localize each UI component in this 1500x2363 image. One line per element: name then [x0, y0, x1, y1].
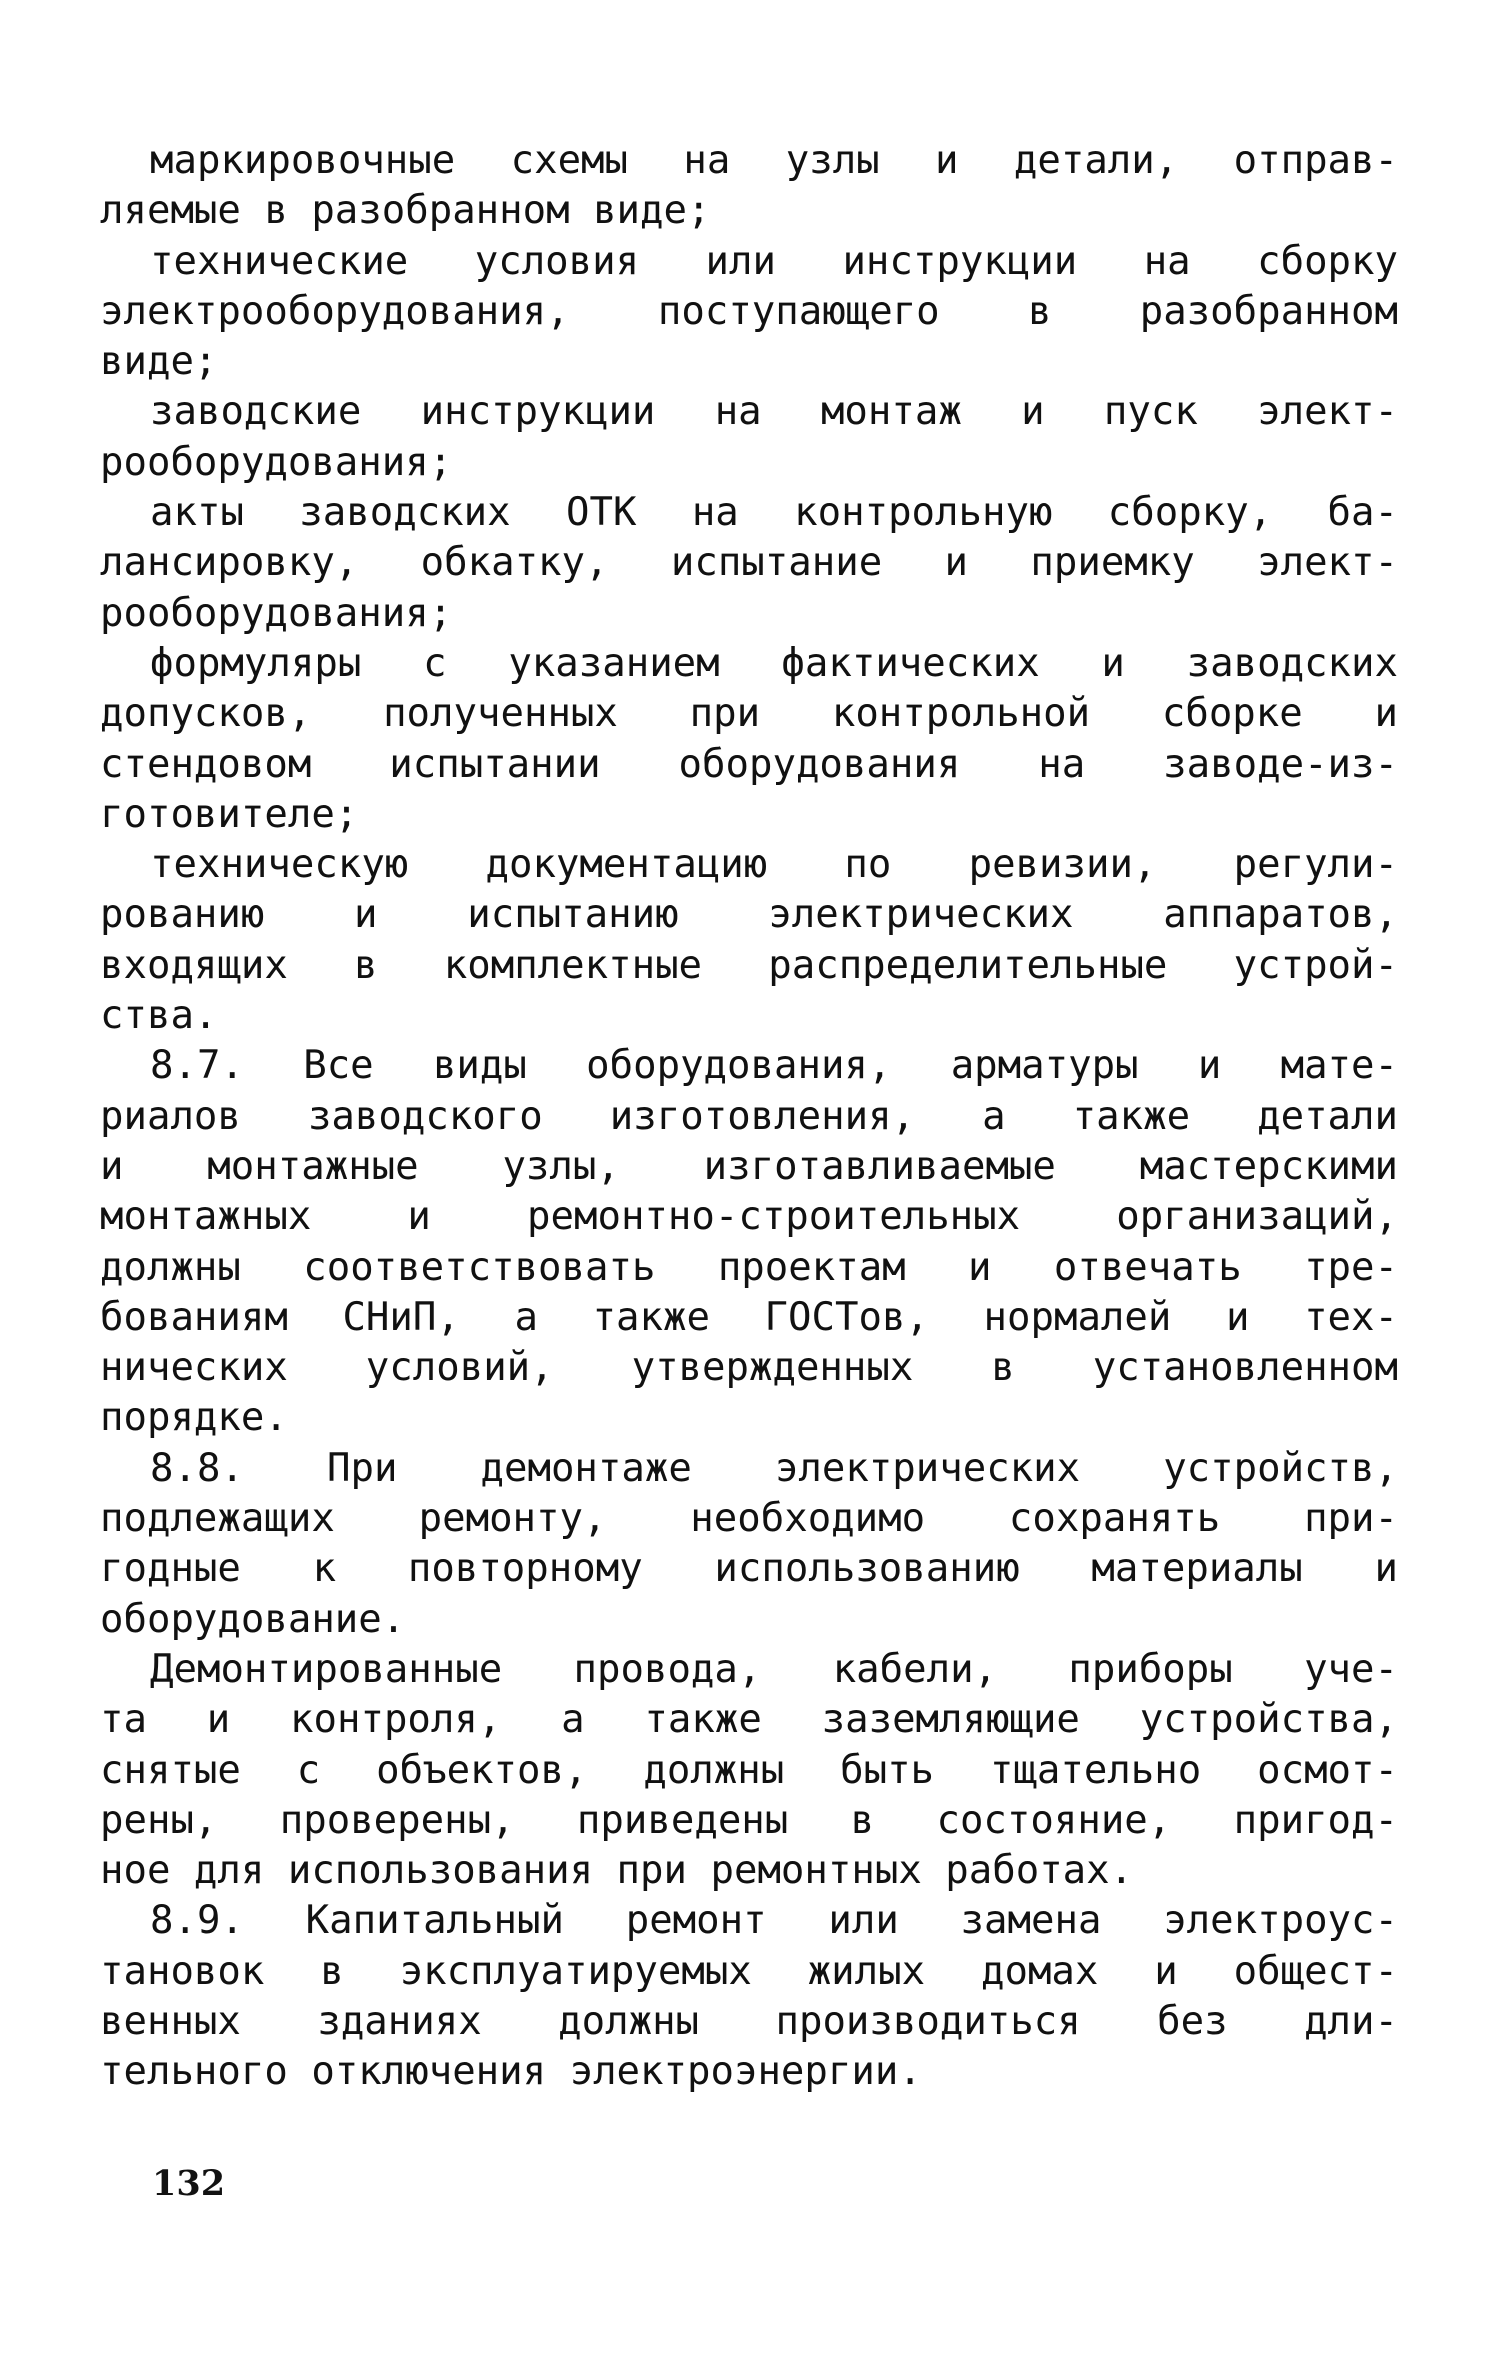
text-line: тановок в эксплуатируемых жилых домах и общест-	[100, 1948, 1398, 1994]
text-line: Демонтированные провода, кабели, приборы уче-	[150, 1646, 1398, 1692]
text-line: допусков, полученных при контрольной сборке и	[100, 691, 1398, 737]
text-line: риалов заводского изготовления, а также детали	[100, 1093, 1398, 1139]
text-line: техническую документацию по ревизии, регули-	[150, 842, 1398, 888]
text-line: бованиям СНиП, а также ГОСТов, нормалей и тех-	[100, 1294, 1398, 1340]
text-line: годные к повторному использованию материалы и	[100, 1546, 1398, 1592]
text-line: ства.	[100, 993, 218, 1039]
text-line: рооборудования;	[100, 590, 453, 636]
text-line: ное для использования при ремонтных работах.	[100, 1848, 1134, 1894]
paragraph	[100, 1041, 1398, 1443]
text-line: снятые с объектов, должны быть тщательно осмот-	[100, 1747, 1398, 1793]
text-line: стендовом испытании оборудования на заводе-из-	[100, 741, 1398, 787]
text-line: венных зданиях должны производиться без дли-	[100, 1998, 1398, 2044]
text-line: маркировочные схемы на узлы и детали, отправ-	[150, 138, 1398, 183]
paragraph	[100, 1645, 1398, 1896]
text-line: электрооборудования, поступающего в разобранном	[100, 288, 1398, 334]
body-text	[100, 136, 1398, 2098]
text-line: оборудование.	[100, 1596, 406, 1642]
page-number: 132	[152, 2163, 226, 2204]
text-line: должны соответствовать проектам и отвечать тре-	[100, 1244, 1398, 1290]
text-line: технические условия или инструкции на сборку	[150, 238, 1398, 284]
paragraph	[100, 136, 1398, 237]
text-line: нических условий, утвержденных в установленном	[100, 1345, 1398, 1391]
text-line: виде;	[100, 339, 218, 385]
text-line: заводские инструкции на монтаж и пуск элект-	[150, 389, 1398, 435]
text-line: монтажных и ремонтно-строительных организаций,	[100, 1194, 1398, 1240]
text-line: готовителе;	[100, 791, 359, 837]
text-line: тельного отключения электроэнергии.	[100, 2049, 922, 2095]
text-line: 8.9. Капитальный ремонт или замена электроус-	[150, 1898, 1398, 1944]
paragraph	[100, 1896, 1398, 2097]
text-line: 8.8. При демонтаже электрических устройств,	[150, 1445, 1398, 1491]
text-line: рены, проверены, приведены в состояние, пригод-	[100, 1797, 1398, 1843]
paragraph	[100, 639, 1398, 840]
paragraph	[100, 387, 1398, 488]
paragraph	[100, 1444, 1398, 1645]
text-line: формуляры с указанием фактических и заводских	[150, 640, 1398, 686]
text-line: рованию и испытанию электрических аппаратов,	[100, 892, 1398, 938]
paragraph	[100, 840, 1398, 1041]
text-line: входящих в комплектные распределительные устрой-	[100, 942, 1398, 988]
text-line: и монтажные узлы, изготавливаемые мастерскими	[100, 1143, 1398, 1189]
text-line: ляемые в разобранном виде;	[100, 188, 711, 234]
paragraph	[100, 488, 1398, 639]
text-line: лансировку, обкатку, испытание и приемку элект-	[100, 540, 1398, 586]
text-line: порядке.	[100, 1395, 288, 1441]
text-line: та и контроля, а также заземляющие устройства,	[100, 1697, 1398, 1743]
text-line: 8.7. Все виды оборудования, арматуры и мате-	[150, 1043, 1398, 1089]
paragraph	[100, 237, 1398, 388]
text-line: рооборудования;	[100, 439, 453, 485]
text-line: подлежащих ремонту, необходимо сохранять при-	[100, 1496, 1398, 1542]
text-line: акты заводских ОТК на контрольную сборку, ба-	[150, 490, 1398, 536]
